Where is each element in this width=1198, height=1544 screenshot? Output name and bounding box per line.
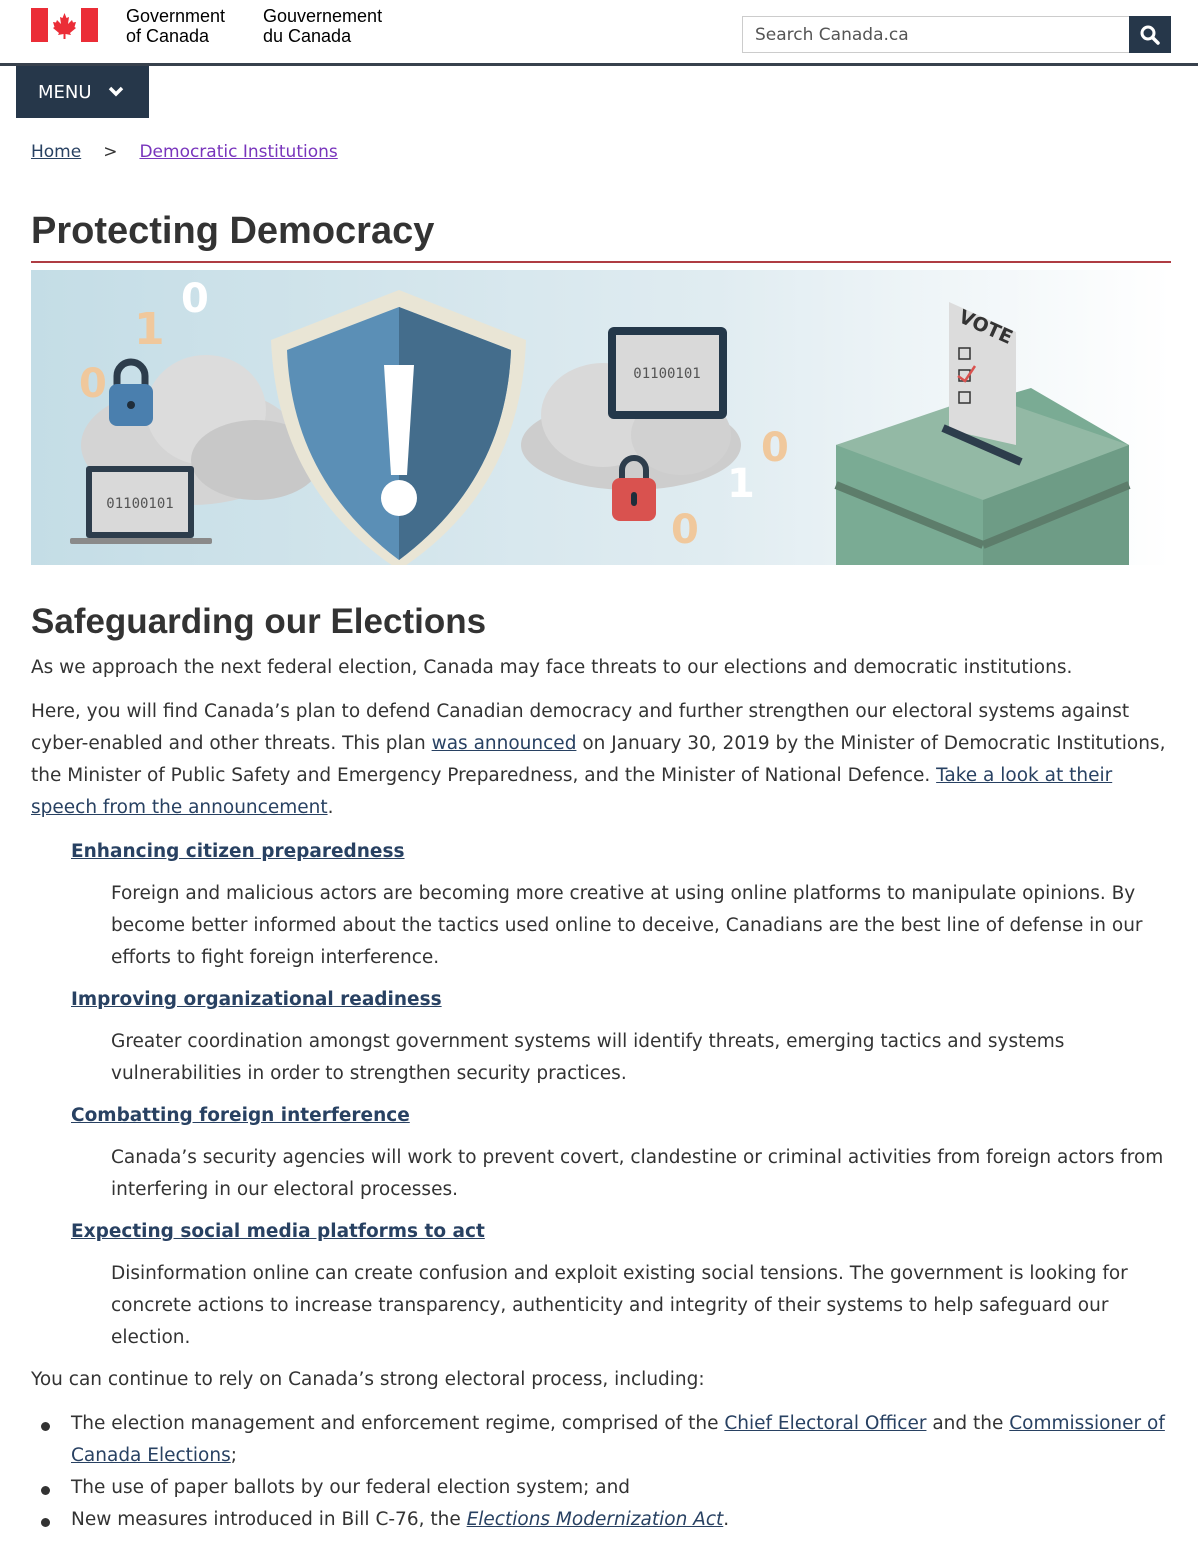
- intro-paragraph: As we approach the next federal election, Canada may face threats to our elections and democratic institutions.: [31, 657, 1073, 678]
- search-input[interactable]: [742, 16, 1129, 53]
- pillar-description: Disinformation online can create confusion and exploit existing social tensions. The government is looking for concrete actions to increase transparency, authenticity and integrity of their systems to help safeguard our election.: [111, 1263, 1128, 1348]
- breadcrumb-separator: >: [103, 142, 118, 162]
- combatting-foreign-interference-link[interactable]: Combatting foreign interference: [71, 1105, 410, 1126]
- pillar-term: [71, 1216, 1171, 1248]
- commissioner-link[interactable]: Commissioner of Canada Elections: [71, 1413, 1165, 1466]
- breadcrumb: [31, 142, 338, 162]
- pillar-description: Foreign and malicious actors are becoming more creative at using online platforms to manipulate opinions. By become better informed about the tactics used online to deceive, Canadians are the best line of defense in our efforts to fight foreign interference.: [111, 883, 1143, 968]
- page-title: Protecting Democracy: [31, 210, 1171, 263]
- list-item: New measures introduced in Bill C-76, the Elections Modernization Act.: [71, 1504, 1171, 1536]
- social-media-platforms-link[interactable]: Expecting social media platforms to act: [71, 1221, 485, 1242]
- banner-image: [31, 270, 1171, 565]
- list-item: The election management and enforcement regime, comprised of the Chief Electoral Officer and the Commissioner of Canada Elections;: [71, 1408, 1171, 1472]
- pillar-description: Canada’s security agencies will work to prevent covert, clandestine or criminal activities from foreign actors from interfering in our electoral processes.: [111, 1147, 1164, 1200]
- chevron-down-icon: [108, 86, 124, 98]
- breadcrumb-democratic-institutions[interactable]: Democratic Institutions: [139, 142, 338, 162]
- improving-organizational-readiness-link[interactable]: Improving organizational readiness: [71, 989, 442, 1010]
- svg-text:01100101: 01100101: [633, 366, 701, 382]
- list-item: The use of paper ballots by our federal election system; and: [71, 1472, 1171, 1504]
- chief-electoral-officer-link[interactable]: Chief Electoral Officer: [724, 1413, 927, 1434]
- menu-button[interactable]: [16, 66, 149, 118]
- menu-label: MENU: [38, 81, 92, 103]
- pillar-term: [71, 984, 1171, 1016]
- main-content: [31, 600, 1171, 1536]
- search-icon: [1140, 25, 1160, 45]
- enhancing-citizen-preparedness-link[interactable]: Enhancing citizen preparedness: [71, 841, 405, 862]
- continue-paragraph: You can continue to rely on Canada’s strong electoral process, including:: [31, 1369, 705, 1390]
- pillar-term: [71, 836, 1171, 868]
- pillar-term: [71, 1100, 1171, 1132]
- pillar-description: Greater coordination amongst government systems will identify threats, emerging tactics and systems vulnerabilities in order to strengthen security practices.: [111, 1031, 1065, 1084]
- site-header: [0, 0, 1198, 66]
- breadcrumb-home[interactable]: Home: [31, 142, 82, 162]
- signature-french[interactable]: Gouvernement du Canada: [263, 6, 383, 46]
- canada-flag-icon[interactable]: [31, 8, 98, 42]
- svg-text:0: 0: [181, 276, 209, 322]
- svg-text:0: 0: [79, 361, 107, 407]
- svg-text:VOTE: VOTE: [955, 305, 1016, 349]
- was-announced-link[interactable]: was announced: [431, 733, 577, 754]
- pillars-list: [71, 836, 1171, 1354]
- tablet-icon: [608, 327, 727, 419]
- svg-text:0: 0: [761, 425, 789, 471]
- signature-english[interactable]: Government of Canada: [126, 6, 226, 46]
- plan-paragraph: Here, you will find Canada’s plan to defend Canadian democracy and further strengthen our electoral systems against cyber-enabled and other threats. This plan was announced on January 30, 2019 by the Minister of Democratic Institutions, the Minister of Public Safety and Emergency Preparedness, and the Minister of National Defence. Take a look at their speech from the announcement.: [31, 701, 1166, 818]
- svg-text:1: 1: [134, 304, 165, 355]
- section-heading: Safeguarding our Elections: [31, 602, 487, 641]
- svg-text:0: 0: [671, 507, 699, 553]
- laptop-icon: [70, 466, 212, 544]
- elections-modernization-act-link[interactable]: Elections Modernization Act: [466, 1509, 724, 1530]
- electoral-process-list: [71, 1408, 1171, 1536]
- search-button[interactable]: [1129, 16, 1171, 53]
- svg-text:01100101: 01100101: [106, 496, 174, 512]
- speech-link[interactable]: Take a look at their speech from the announcement: [31, 765, 1113, 818]
- svg-text:1: 1: [727, 461, 755, 507]
